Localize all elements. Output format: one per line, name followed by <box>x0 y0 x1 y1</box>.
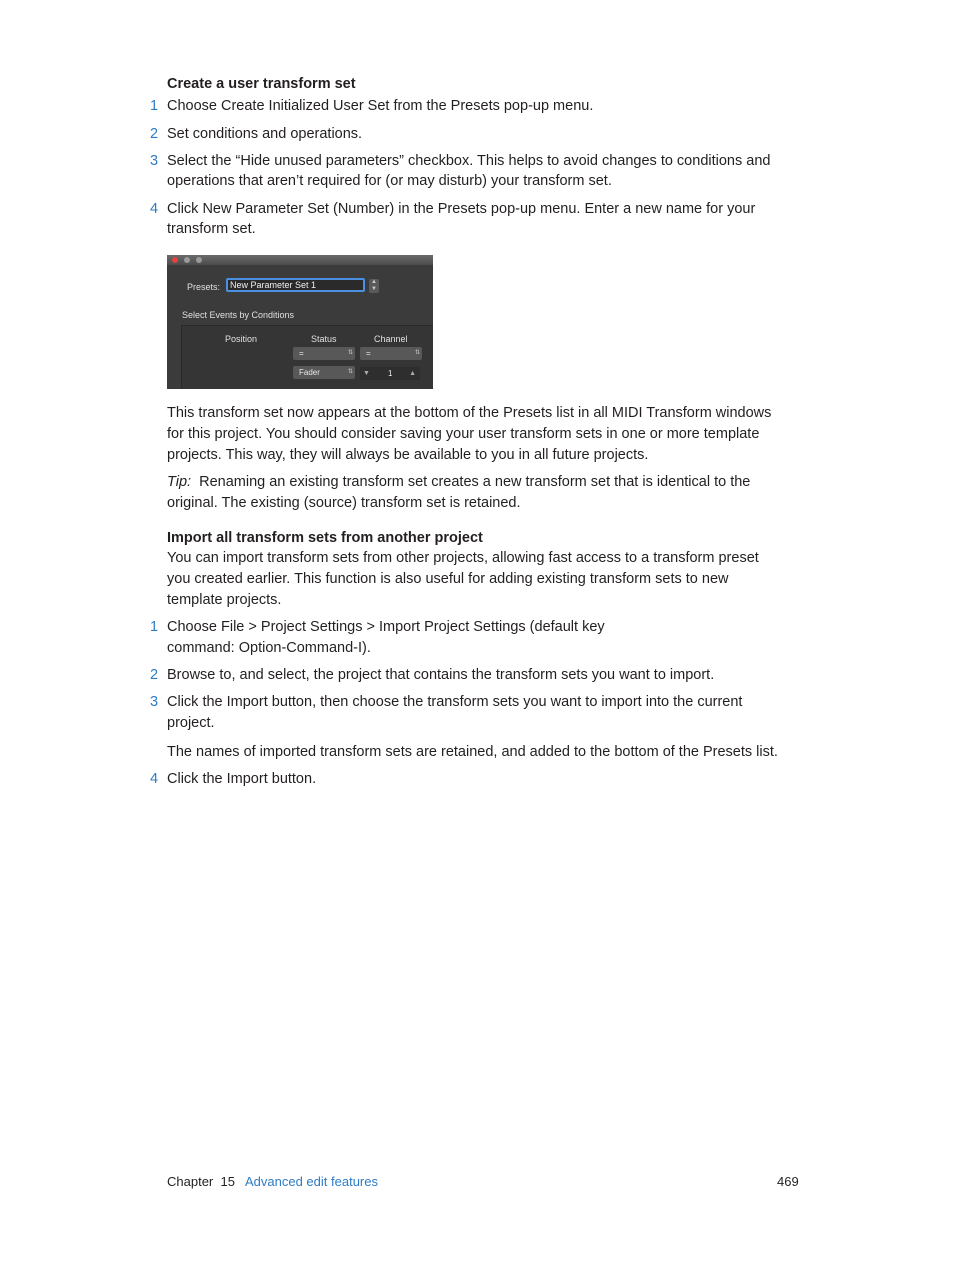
step-text: Set conditions and operations. <box>167 126 363 142</box>
step-number: 3 <box>150 153 159 169</box>
channel-value-field[interactable] <box>360 367 420 380</box>
step-text: Choose Create Initialized User Set from the Presets pop-up menu. <box>167 98 594 114</box>
paragraph-line: you created earlier. This function is also useful for adding existing transform sets to new <box>167 571 729 587</box>
updown-arrows-icon: ⇅ <box>347 369 353 375</box>
presets-popup-button[interactable]: ▲ ▼ <box>369 279 379 293</box>
column-header-status: Status <box>311 334 337 344</box>
channel-operator-popup[interactable] <box>360 347 422 360</box>
minimize-window-icon[interactable] <box>184 257 190 263</box>
step-text: project. <box>167 715 215 731</box>
status-value-popup[interactable] <box>293 366 355 379</box>
decrement-arrow-icon[interactable]: ▼ <box>363 370 370 377</box>
note-paragraph: The names of imported transform sets are retained, and added to the bottom of the Presets list. <box>167 744 778 760</box>
footer-chapter-label: Chapter 15 <box>167 1174 235 1189</box>
paragraph-line: for this project. You should consider saving your user transform sets in one or more template <box>167 426 760 442</box>
step-number: 4 <box>150 771 159 787</box>
window-titlebar <box>167 255 433 265</box>
tip-line <box>167 472 750 492</box>
select-events-title: Select Events by Conditions <box>182 310 295 320</box>
column-header-channel: Channel <box>374 334 408 344</box>
status-operator-value: = <box>299 349 304 358</box>
footer-page-number: 469 <box>777 1174 799 1189</box>
midi-transform-window-screenshot <box>167 255 433 389</box>
paragraph-line: This transform set now appears at the bottom of the Presets list in all MIDI Transform windows <box>167 405 772 421</box>
paragraph-line: You can import transform sets from other projects, allowing fast access to a transform preset <box>167 550 759 566</box>
step-text: transform set. <box>167 221 256 237</box>
close-window-icon[interactable] <box>172 257 178 263</box>
step-number: 2 <box>150 126 159 142</box>
step-text: Select the “Hide unused parameters” checkbox. This helps to avoid changes to conditions and <box>167 153 771 169</box>
step-number: 3 <box>150 694 159 710</box>
step-text: Click the Import button, then choose the transform sets you want to import into the current <box>167 694 743 710</box>
status-operator-popup[interactable] <box>293 347 355 360</box>
step-text: Click New Parameter Set (Number) in the Presets pop-up menu. Enter a new name for your <box>167 201 756 217</box>
step-number: 1 <box>150 619 159 635</box>
channel-value: 1 <box>388 369 393 378</box>
paragraph-line: template projects. <box>167 592 282 608</box>
presets-name-input[interactable]: New Parameter Set 1 <box>226 278 365 292</box>
tip-text: Renaming an existing transform set creates a new transform set that is identical to the <box>199 474 751 490</box>
channel-operator-value: = <box>366 349 371 358</box>
step-text: operations that aren’t required for (or may disturb) your transform set. <box>167 173 612 189</box>
tip-text: original. The existing (source) transform set is retained. <box>167 495 521 511</box>
paragraph-line: projects. This way, they will always be available to you in all future projects. <box>167 447 649 463</box>
step-number: 1 <box>150 98 159 114</box>
updown-arrows-icon: ⇅ <box>414 350 420 356</box>
step-number: 2 <box>150 667 159 683</box>
tip-label: Tip: <box>167 474 192 490</box>
presets-label: Presets: <box>187 282 221 292</box>
step-text: Click the Import button. <box>167 771 317 787</box>
step-number: 4 <box>150 201 159 217</box>
zoom-window-icon[interactable] <box>196 257 202 263</box>
step-text: command: Option-Command-I). <box>167 640 371 656</box>
step-text: Choose File > Project Settings > Import Project Settings (default key <box>167 619 605 635</box>
footer-chapter-link[interactable]: Advanced edit features <box>245 1174 378 1189</box>
updown-arrows-icon: ⇅ <box>347 350 353 356</box>
increment-arrow-icon[interactable]: ▲ <box>409 370 416 377</box>
status-value: Fader <box>299 368 320 377</box>
section-heading-create-user-transform-set: Create a user transform set <box>167 76 356 92</box>
section-heading-import-transform-sets: Import all transform sets from another project <box>167 530 483 546</box>
step-text: Browse to, and select, the project that contains the transform sets you want to import. <box>167 667 715 683</box>
column-header-position: Position <box>225 334 258 344</box>
